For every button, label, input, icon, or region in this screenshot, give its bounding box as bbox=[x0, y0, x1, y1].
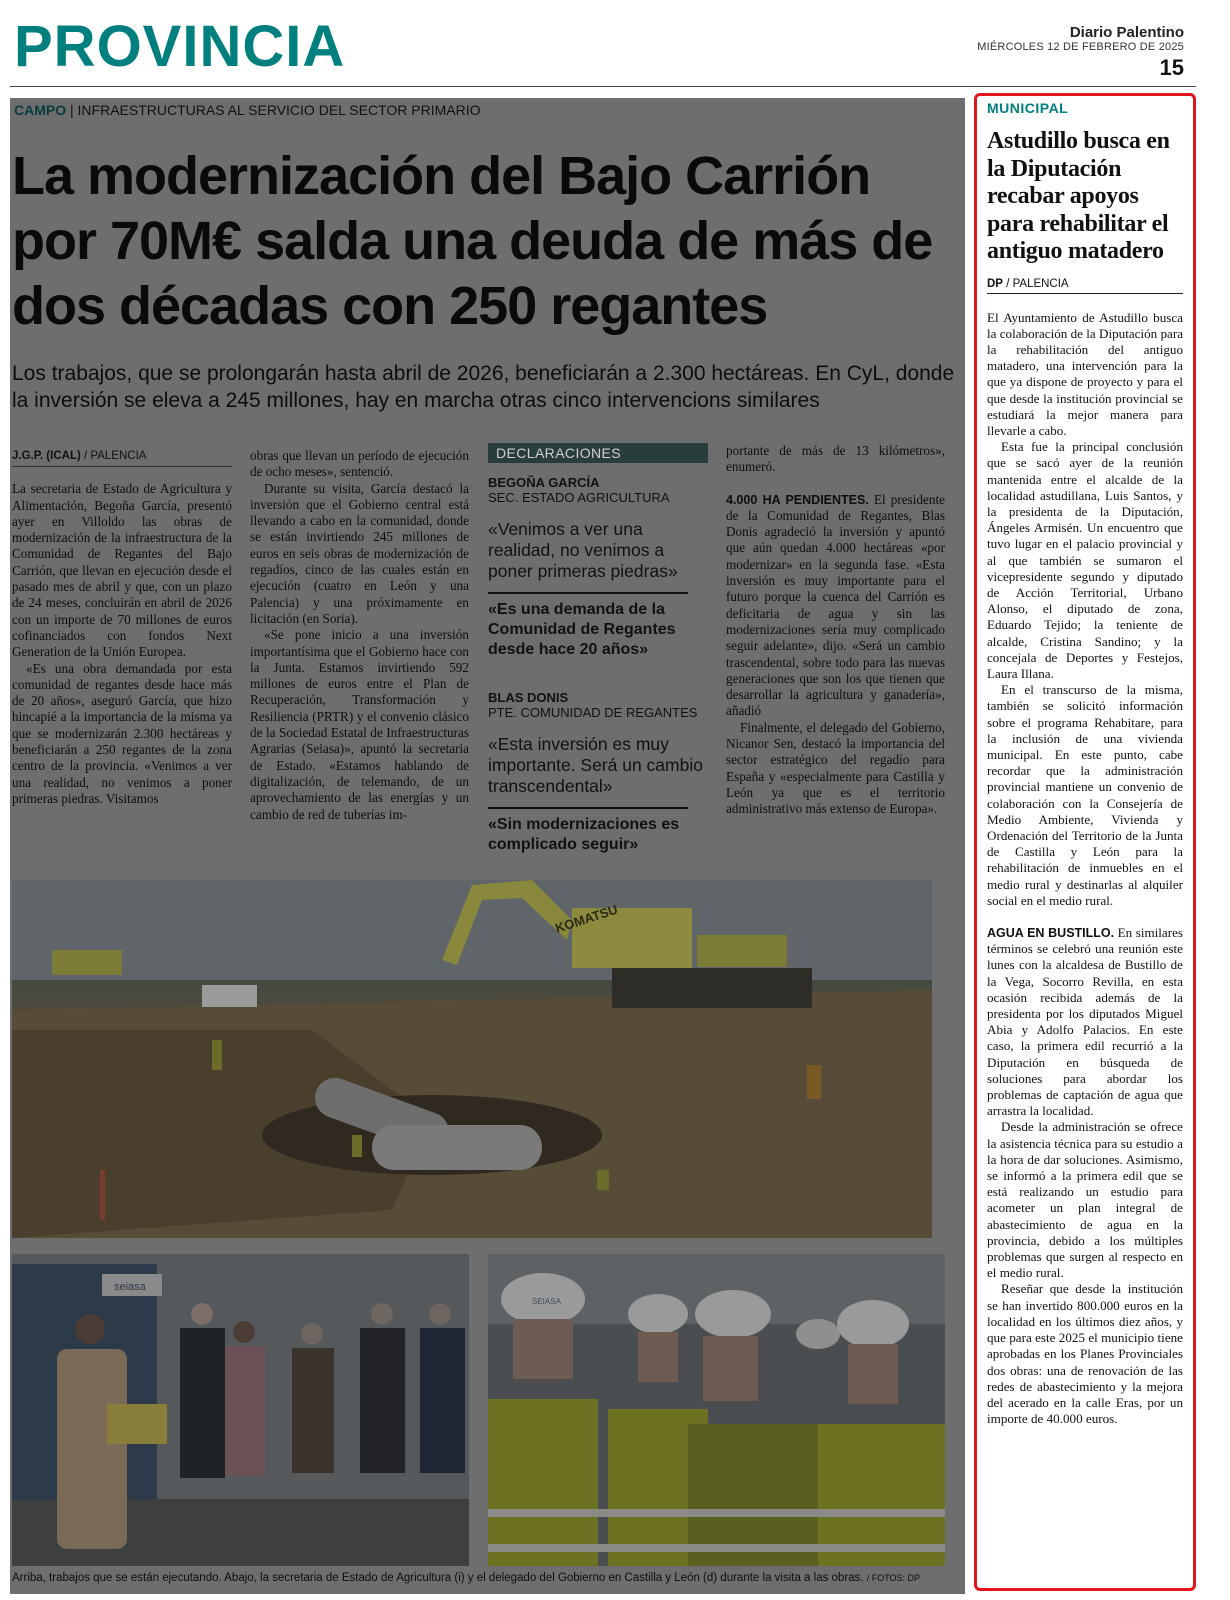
municipal-byline bbox=[987, 278, 1183, 294]
runin-heading: AGUA EN BUSTILLO. bbox=[987, 926, 1115, 941]
paragraph: En el transcurso de la misma, también se solicitó información sobre el programa Rehabitare, para la inclusión de una vivienda municipal. En este punto, cabe recordar que la administración provincial mantiene un convenio de colaboración con la Consejería de Medio Ambiente, Vivienda y Ordenación del Territorio de la Junta de Castilla y León para la rehabilitación de inmuebles en el medio rural y destinarlas al alquiler social en el medio rural. bbox=[987, 682, 1183, 908]
paragraph: obras que llevan un período de ejecución de ocho meses», sentenció. bbox=[250, 448, 469, 480]
highlight-quote: «Sin modernizaciones es complicado seguir» bbox=[488, 807, 688, 855]
kicker-topic: INFRAESTRUCTURAS AL SERVICIO DEL SECTOR PRIMARIO bbox=[77, 102, 481, 118]
paragraph-with-runin bbox=[987, 925, 1183, 1119]
body-column-4 bbox=[726, 443, 945, 818]
speaker-name: BEGOÑA GARCÍA bbox=[488, 475, 600, 490]
paragraph: Desde la administración se ofrece la asistencia técnica para su estudio a la hora de dar soluciones. Asimismo, se informó a la primera edil que se está realizando un estudio para acometer un plan integral de abastecimiento de agua en la provincia, debido a los múltiples problemas que surgen al respecto en el medio rural. bbox=[987, 1119, 1183, 1281]
masthead-rule bbox=[10, 86, 1196, 87]
excavator-brand: KOMATSU bbox=[553, 901, 620, 936]
paragraph: El Ayuntamiento de Astudillo busca la colaboración de la Diputación para la rehabilitación del antiguo matadero, una intervención para la que ya dispone de proyecto y para el que desde la institución provincial se estudiará la mejor manera para llevarle a cabo. bbox=[987, 309, 1183, 438]
photo-caption bbox=[12, 1572, 957, 1584]
highlight-quote: «Es una demanda de la Comunidad de Regantes desde hace 20 años» bbox=[488, 592, 688, 660]
caption-text: Arriba, trabajos que se están ejecutando. Abajo, la secretaria de Estado de Agricultura (i) y el delegado del Gobierno en Castilla y León (d) durante la visita a las obras. bbox=[12, 1572, 864, 1584]
article-byline bbox=[12, 448, 232, 467]
paragraph: «Se pone inicio a una inversión importantísima que el Gobierno hace con la Junta. Estamos invirtiendo 592 millones de euros entre el Plan de Recuperación, Transformación y Resiliencia (PRTR) y el convenio clásico de la Sociedad Estatal de Infraestructuras Agrarias (Seiasa)», apuntó la secretaria de Estado. «Estamos hablando de digitalización, de telemando, de un aprovechamiento de las energías y un cambio de red de tuberías im- bbox=[250, 627, 469, 822]
kicker-separator: | bbox=[70, 102, 78, 118]
speaker-quote: «Esta inversión es muy importante. Será un cambio transcendental» bbox=[488, 734, 703, 796]
paragraph: Durante su visita, García destacó la inversión que el Gobierno central está llevando a cabo en la comunidad, donde se están invirtiendo 245 millones de euros en seis obras de modernización de regadíos, cinco de las cuales están en ejecución (cuatro en León y una Palencia) y una próximamente en licitación (en Soria). bbox=[250, 480, 469, 626]
paragraph: «Es una obra demandada por esta comunidad de regantes desde hace más de 20 años», aseguró García, que hizo hincapié a la importancia de la misma ya que se modernizarán 2.300 hectáreas y beneficiarán a 250 regantes de la zona centro de la provincia. «Venimos a ver una realidad, no venimos a poner primeras piedras. Visitamos bbox=[12, 660, 232, 806]
article-kicker bbox=[14, 102, 481, 118]
speaker-name: BLAS DONIS bbox=[488, 690, 569, 705]
body-column-2 bbox=[250, 448, 469, 823]
municipal-article bbox=[974, 93, 1196, 1591]
helmet-brand: SEIASA bbox=[532, 1297, 561, 1306]
banner-brand: seiasa bbox=[114, 1281, 146, 1293]
paragraph: Finalmente, el delegado del Gobierno, Nicanor Sen, destacó la importancia del sector estratégico del regadío para España y «especialmente para Castilla y León ya que es el territorio administrativo más extenso de Europa». bbox=[726, 719, 945, 817]
photo-hard-hats bbox=[488, 1254, 945, 1566]
kicker-section: CAMPO bbox=[14, 102, 67, 118]
article-headline: La modernización del Bajo Carrión por 70M€ salda una deuda de más de dos décadas con 250 regantes bbox=[12, 146, 933, 336]
paragraph-with-runin bbox=[726, 492, 945, 720]
main-article bbox=[10, 98, 965, 1594]
paragraph: portante de más de 13 kilómetros», enumeró. bbox=[726, 443, 945, 475]
byline-author: J.G.P. (ICAL) bbox=[12, 450, 81, 462]
municipal-body bbox=[987, 310, 1183, 1428]
byline-place: / PALENCIA bbox=[1006, 277, 1069, 290]
excavation-illustration bbox=[12, 880, 932, 1238]
paragraph-text: El presidente de la Comunidad de Regantes, Blas Donis agradeció la inversión y apuntó que aún quedan 4.000 hectáreas «por modernizar» en la segunda fase. «Esta inversión es muy importante para el futuro porque la cuenca del Carrión es deficitaria de agua y sin las modernizaciones sería muy complicado seguir adelante», dijo. «Será un cambio trascendental, sobre todo para las nuevas generaciones que son los que tienen que desarrollar la agricultura y ganadería», añadió bbox=[726, 491, 945, 719]
speaker-quote: «Venimos a ver una realidad, no venimos a poner primeras piedras» bbox=[488, 519, 678, 581]
hard-hats-illustration bbox=[488, 1254, 945, 1566]
declarations-title: DECLARACIONES bbox=[488, 443, 708, 463]
paragraph: Reseñar que desde la institución se han invertido 800.000 euros en la localidad en los últimos diez años, y que para este 2025 el municipio tiene aprobadas en los Planes Provinciales dos obras: una de renovación de las redes de abastecimiento y la mejora del acerado en la calle Eras, por un importe de 40.000 euros. bbox=[987, 1281, 1183, 1427]
byline-place: / PALENCIA bbox=[84, 450, 147, 462]
municipal-headline: Astudillo busca en la Diputación recabar apoyos para rehabilitar el antiguo matadero bbox=[987, 128, 1170, 264]
officials-illustration bbox=[12, 1254, 469, 1566]
byline-author: DP bbox=[987, 277, 1003, 290]
speaker-role: SEC. ESTADO AGRICULTURA bbox=[488, 490, 670, 505]
caption-credit: / FOTOS: DP bbox=[866, 1573, 921, 1583]
photo-excavation bbox=[12, 880, 932, 1238]
photo-officials-podium bbox=[12, 1254, 469, 1566]
paragraph-text: En similares términos se celebró una reunión este lunes con la alcaldesa de Bustillo de la Vega, Socorro Revilla, en esta ocasión recibida además de la presidenta por los diputados Miguel Abia y Adolfo Palacios. En este caso, la primera edil recurrió a la Diputación en búsqueda de soluciones para abordar los problemas de captación de agua que arrastra la localidad. bbox=[987, 925, 1183, 1119]
newspaper-name: Diario Palentino bbox=[1069, 24, 1184, 41]
page-number: 15 bbox=[1159, 55, 1184, 80]
speaker-role: PTE. COMUNIDAD DE REGANTES bbox=[488, 705, 698, 720]
issue-date: MIÉRCOLES 12 DE FEBRERO DE 2025 bbox=[977, 41, 1184, 53]
paragraph: Esta fue la principal conclusión que se sacó ayer de la reunión mantenida entre el alcalde de la localidad astudillana, Luis Santos, y la presidenta de la Diputación, Ángeles Armisén. Un encuentro que tuvo lugar en el palacio provincial y al que también se sumaron el vicepresidente segundo y diputado de Acción Territorial, Urbano Alonso, el diputado de zona, Eduardo Tejido; la teniente de alcalde, Cristina Sandino; y la concejala de Deportes y Festejos, Laura Illana. bbox=[987, 439, 1183, 681]
section-title: PROVINCIA bbox=[14, 14, 346, 79]
article-subhead: Los trabajos, que se prolongarán hasta abril de 2026, beneficiarán a 2.300 hectáreas. En CyL, donde la inversión se eleva a 245 millones, hay en marcha otras cinco intervencions similares bbox=[12, 362, 955, 412]
declarations-box bbox=[488, 443, 708, 885]
runin-heading: 4.000 HA PENDIENTES. bbox=[726, 492, 869, 507]
municipal-kicker: MUNICIPAL bbox=[987, 100, 1069, 116]
body-column-1 bbox=[12, 448, 232, 807]
paragraph: La secretaria de Estado de Agricultura y Alimentación, Begoña García, presentó ayer en Villoldo las obras de modernización de la infraestructura de la Comunidad de Regantes del Bajo Carrión, que llevan en ejecución desde el pasado mes de abril y que, con un plazo de 24 meses, concluirán en abril de 2026 con un importe de 70 millones de euros cofinanciados con fondos Next Generation de la Unión Europea. bbox=[12, 481, 232, 660]
